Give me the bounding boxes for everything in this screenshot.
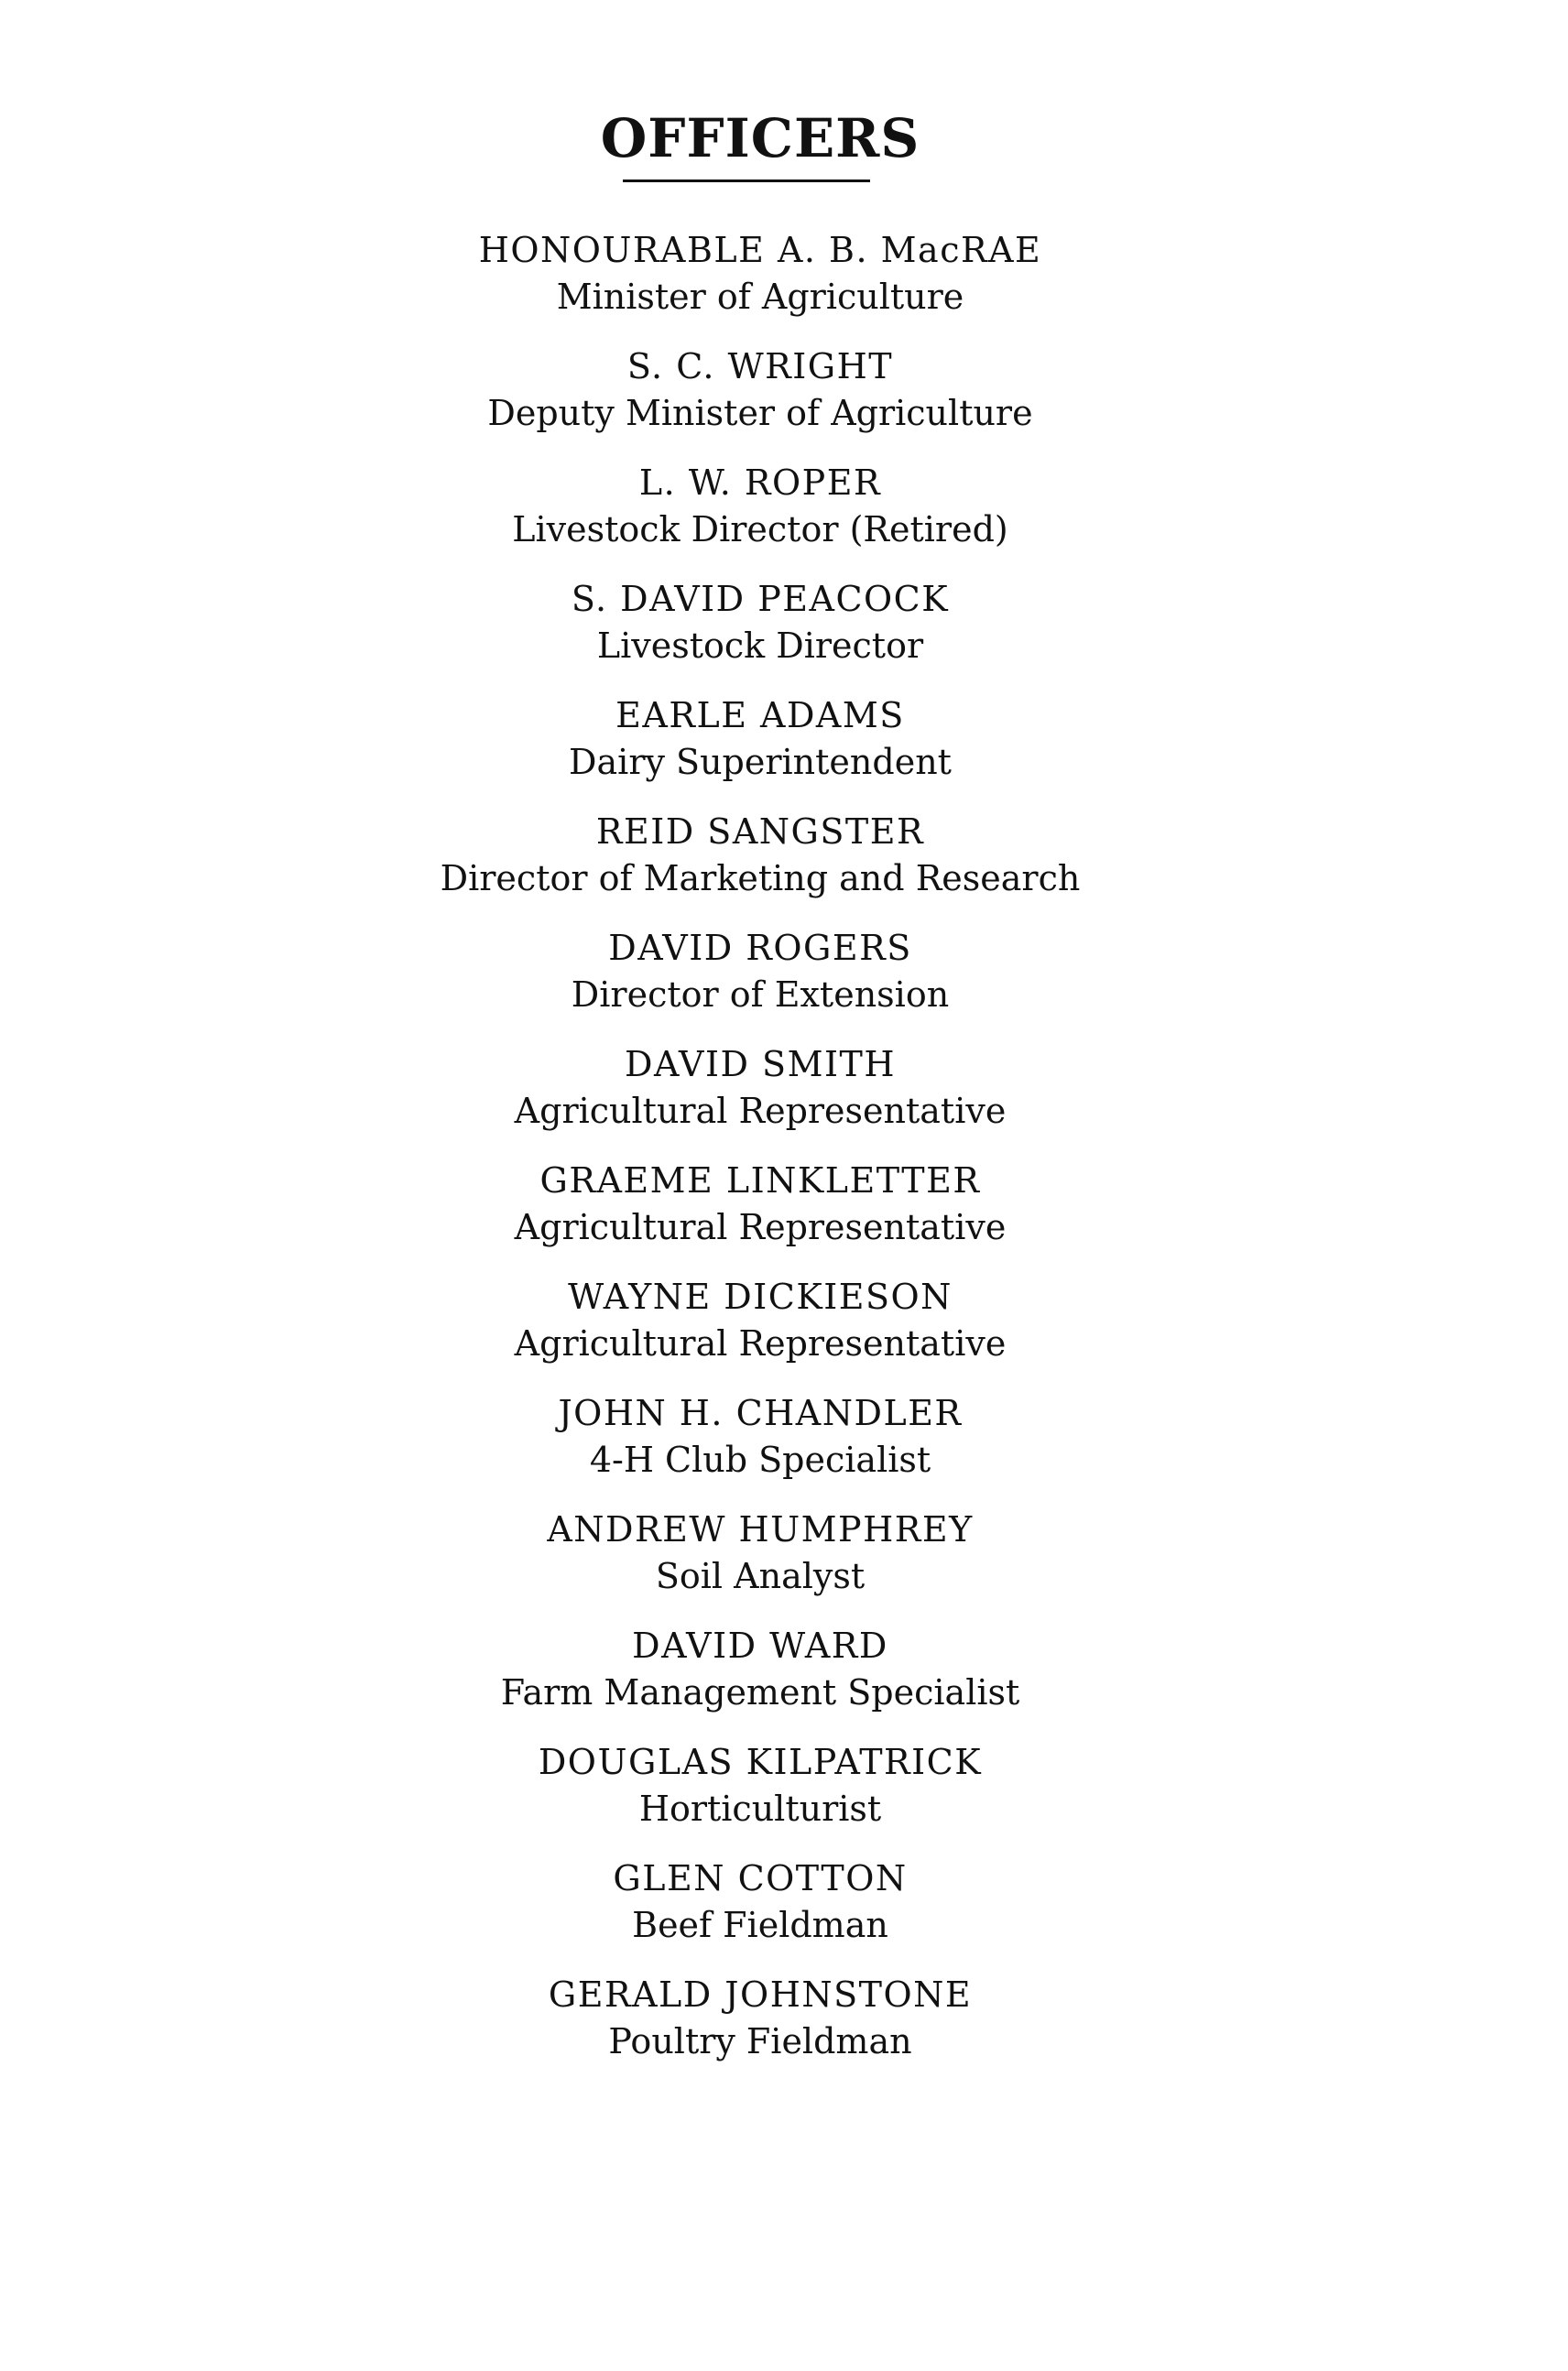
officer-name: REID SANGSTER [595,811,925,852]
officer-title: Minister of Agriculture [556,277,964,317]
officer-name: EARLE ADAMS [615,695,905,735]
officer-name: S. DAVID PEACOCK [571,579,950,619]
officer-name: DAVID ROGERS [608,928,912,968]
officer-name: L. W. ROPER [638,462,882,503]
officer-title: Horticulturist [638,1789,882,1829]
officer-entry [0,576,1520,692]
officer-name: GRAEME LINKLETTER [539,1160,981,1201]
officer-entry [0,460,1520,576]
officer-name: DAVID WARD [632,1626,888,1666]
officer-name: DOUGLAS KILPATRICK [538,1742,983,1782]
officer-entry [0,1390,1520,1506]
officer-entry [0,343,1520,460]
officer-title: Director of Marketing and Research [440,858,1081,898]
officer-title: 4-H Club Specialist [589,1440,931,1480]
officer-name: HONOURABLE A. B. MacRAE [478,230,1042,270]
officer-entry [0,1158,1520,1274]
officer-title: Soil Analyst [655,1556,866,1596]
officer-name: DAVID SMITH [625,1044,896,1084]
officer-title: Livestock Director (Retired) [512,509,1008,549]
officer-name: WAYNE DICKIESON [568,1277,953,1317]
officer-name: GERALD JOHNSTONE [548,1974,973,2015]
officer-title: Director of Extension [571,974,950,1015]
officer-name: GLEN COTTON [613,1858,908,1898]
officer-title: Livestock Director [596,625,924,666]
officer-entry [0,809,1520,925]
officer-entry [0,1274,1520,1390]
officer-entry [0,1739,1520,1855]
officer-title: Deputy Minister of Agriculture [487,393,1033,433]
officer-title: Poultry Fieldman [608,2021,912,2061]
officer-entry [0,1506,1520,1623]
officer-title: Agricultural Representative [514,1207,1007,1247]
page-heading: OFFICERS [600,106,920,169]
officer-entry [0,1855,1520,1972]
officer-title: Beef Fieldman [632,1905,888,1945]
officer-title: Farm Management Specialist [500,1672,1020,1713]
officer-entry [0,1972,1520,2088]
officer-entry [0,925,1520,1041]
officer-title: Agricultural Representative [514,1323,1007,1364]
officer-entry [0,1623,1520,1739]
heading-rule [623,179,870,182]
officer-name: ANDREW HUMPHREY [547,1509,974,1550]
officer-entry [0,227,1520,343]
officer-name: JOHN H. CHANDLER [558,1393,963,1433]
officers-list [0,227,1520,2088]
officer-title: Dairy Superintendent [569,742,952,782]
officer-title: Agricultural Representative [514,1091,1007,1131]
officer-name: S. C. WRIGHT [626,346,894,386]
officer-entry [0,692,1520,809]
officer-entry [0,1041,1520,1158]
